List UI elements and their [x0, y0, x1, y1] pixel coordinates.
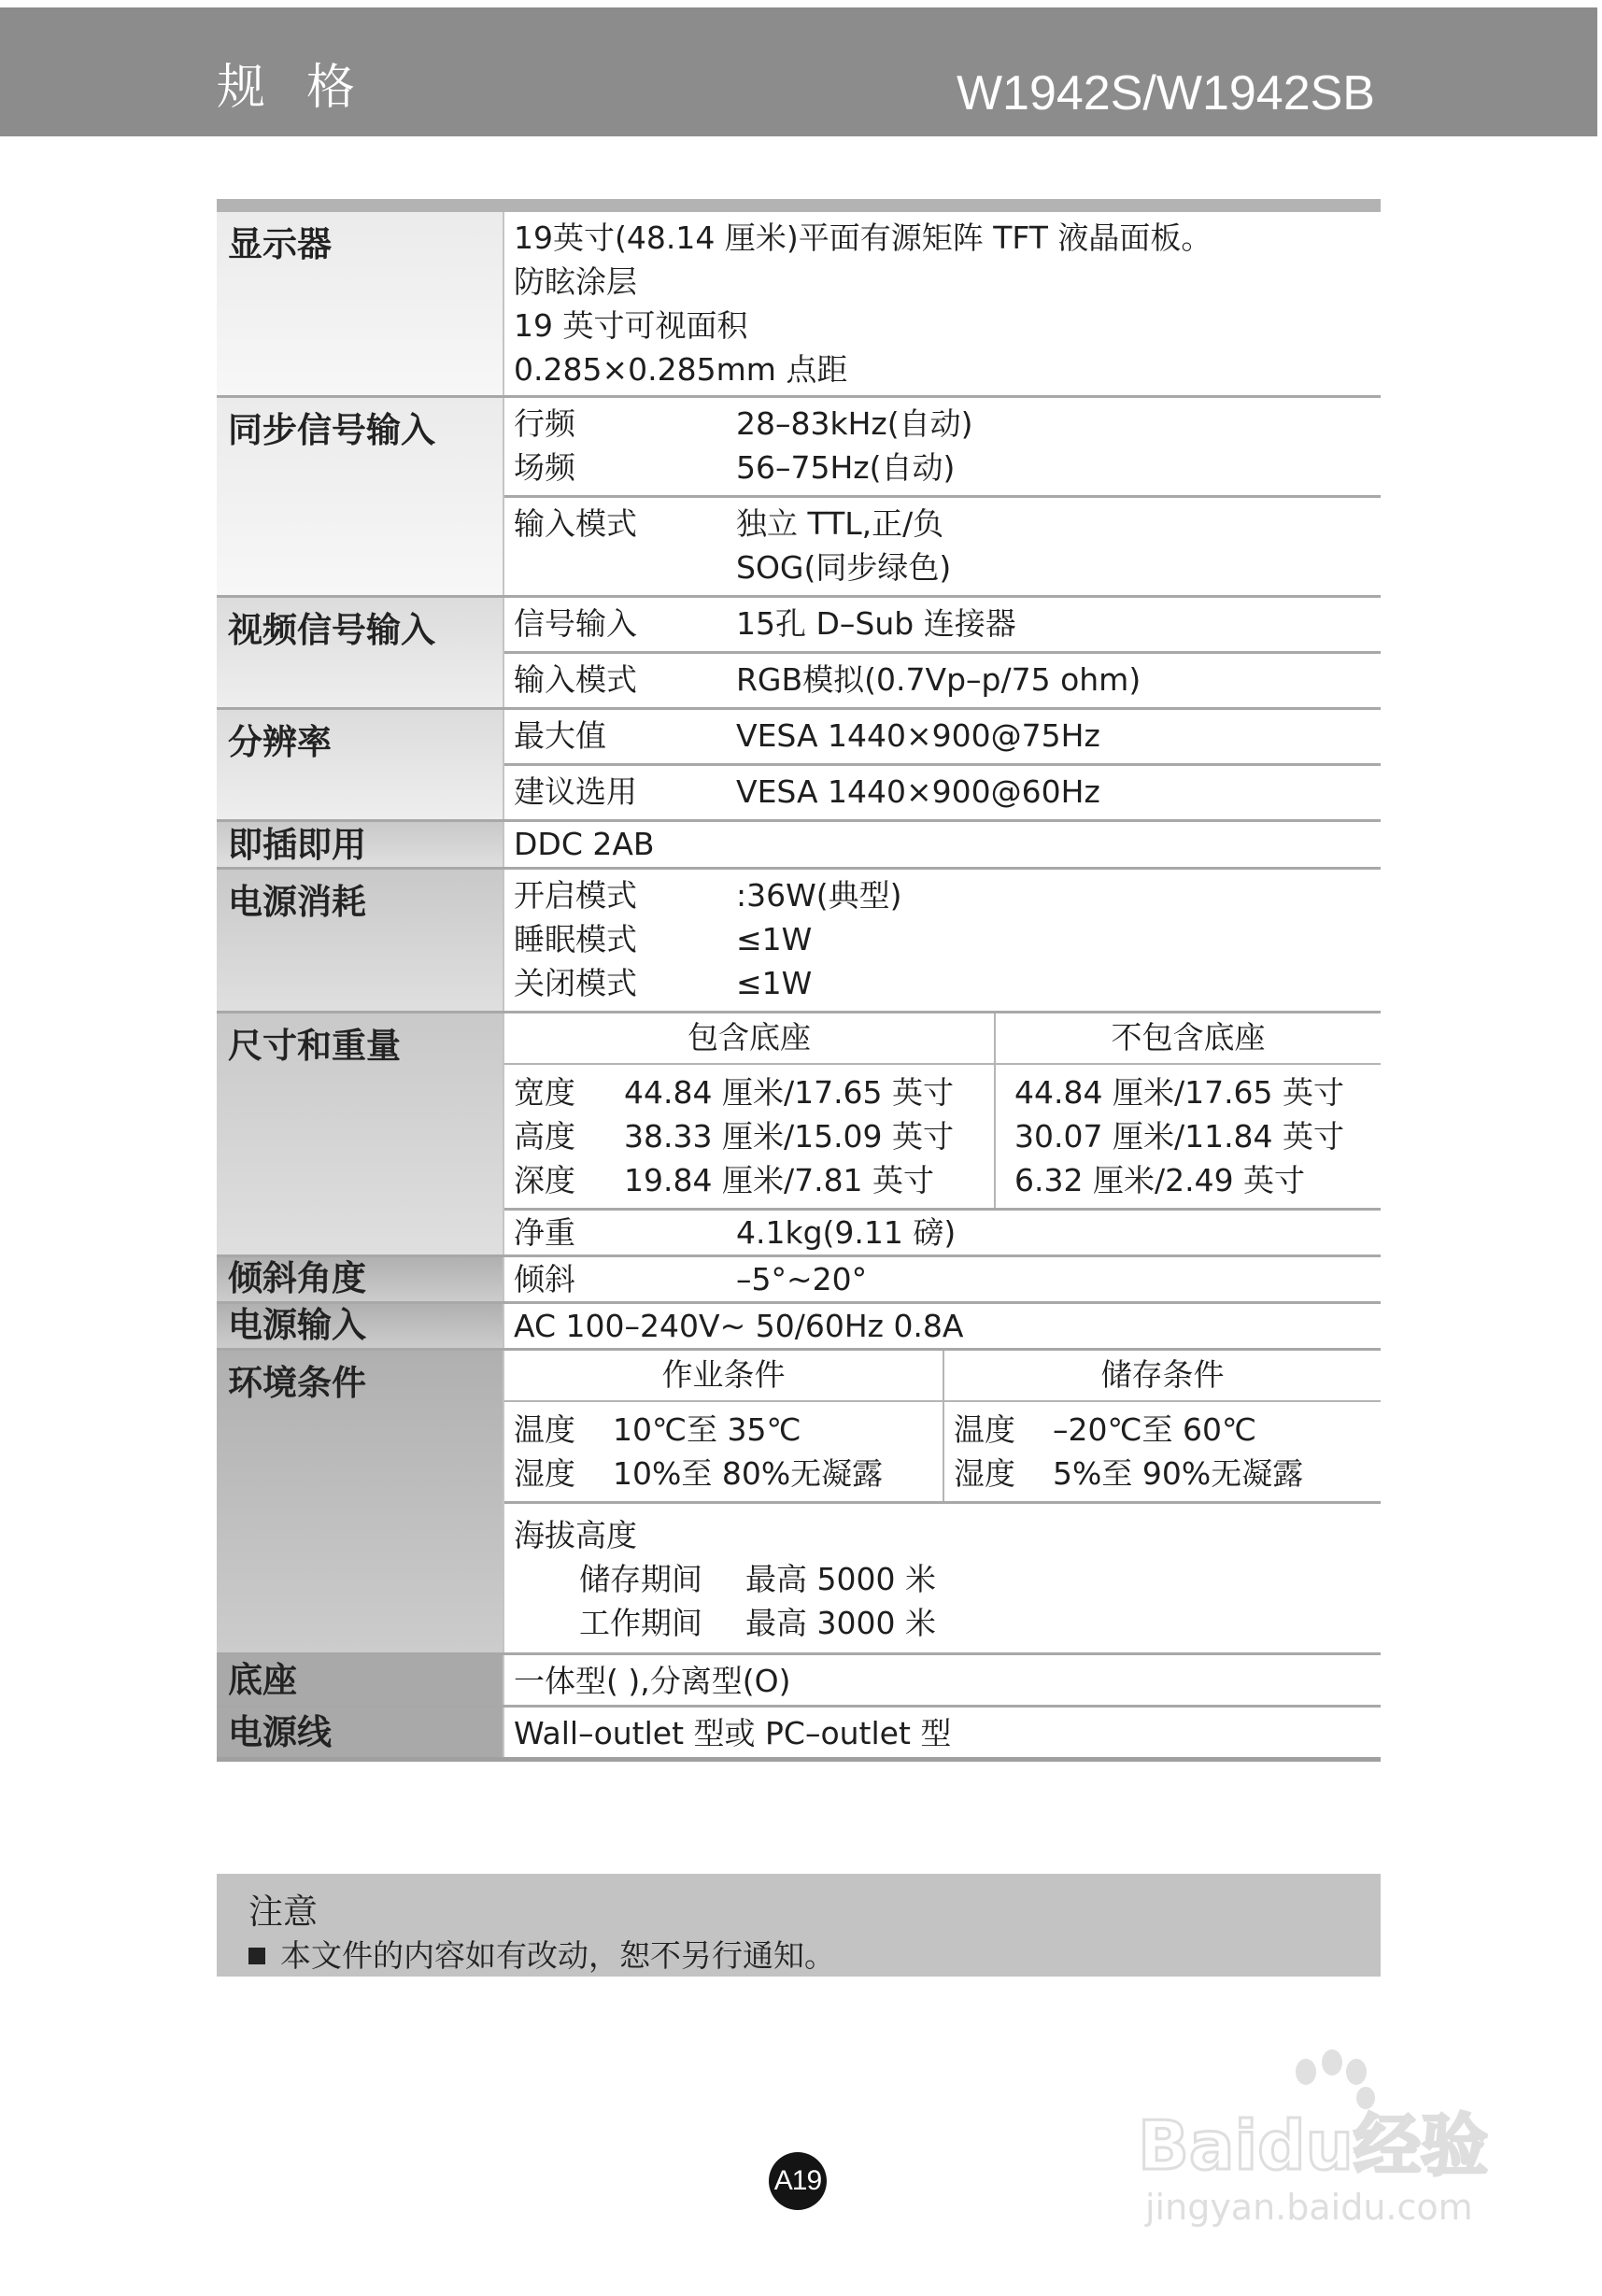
altitude-block [504, 1504, 1381, 1652]
note-title: 注意 [248, 1892, 318, 1932]
sub-row [504, 870, 1381, 1011]
spec-key: 输入模式 [514, 505, 637, 542]
spec-value: –20℃至 60℃ [1053, 1411, 1257, 1449]
row-label: 电源线 [217, 1708, 503, 1757]
sub-row [504, 498, 1381, 595]
column-header: 包含底座 [504, 1013, 994, 1065]
spec-value: ≤1W [736, 921, 813, 958]
spec-value: 15孔 D–Sub 连接器 [736, 605, 1016, 642]
spec-value: 6.32 厘米/2.49 英寸 [1014, 1162, 1306, 1199]
spec-value: 30.07 厘米/11.84 英寸 [1014, 1118, 1345, 1155]
row-label: 即插即用 [217, 822, 503, 867]
spec-value: 4.1kg(9.11 磅) [736, 1214, 957, 1252]
spec-row-display [217, 212, 1381, 398]
spec-row-power [217, 870, 1381, 1013]
spec-value: 19.84 厘米/7.81 英寸 [624, 1162, 935, 1199]
sub-row [504, 598, 1381, 654]
with-stand-column [504, 1013, 994, 1208]
spec-value: 5%至 90%无凝露 [1053, 1455, 1304, 1493]
spec-key: 温度 [954, 1411, 1015, 1449]
spec-value: :36W(典型) [736, 877, 902, 914]
display-line: 防眩涂层 [514, 263, 637, 300]
spec-key: 湿度 [514, 1455, 575, 1493]
watermark-url: jingyan.baidu.com [1145, 2187, 1473, 2228]
spec-value: 38.33 厘米/15.09 英寸 [624, 1118, 955, 1155]
spec-value: Wall–outlet 型或 PC–outlet 型 [503, 1708, 1381, 1757]
spec-value: ≤1W [736, 965, 813, 1002]
spec-key: 海拔高度 [514, 1517, 637, 1554]
sub-row [504, 710, 1381, 766]
spec-value: 最高 5000 米 [745, 1561, 936, 1598]
spec-key: 输入模式 [514, 661, 637, 698]
page-header [0, 7, 1597, 136]
spec-value: 一体型( ),分离型(O) [503, 1655, 1381, 1705]
model-number: W1942S/W1942SB [956, 66, 1375, 120]
spec-value: 最高 3000 米 [745, 1605, 936, 1642]
sub-row [504, 398, 1381, 498]
row-label: 倾斜角度 [217, 1257, 503, 1301]
spec-key: 睡眠模式 [514, 921, 637, 958]
spec-key: 湿度 [954, 1455, 1015, 1493]
spec-value: VESA 1440×900@60Hz [736, 773, 1100, 810]
spec-row-environment [217, 1351, 1381, 1655]
spec-value: 44.84 厘米/17.65 英寸 [1014, 1074, 1345, 1112]
spec-key: 关闭模式 [514, 965, 637, 1002]
spec-row-resolution [217, 710, 1381, 822]
without-stand-column [994, 1013, 1381, 1208]
row-label: 视频信号输入 [217, 598, 503, 707]
row-label: 电源输入 [217, 1304, 503, 1348]
page-title: 规格 [217, 60, 397, 116]
row-label: 同步信号输入 [217, 398, 503, 595]
spec-value: AC 100–240V~ 50/60Hz 0.8A [503, 1304, 1381, 1348]
row-label: 电源消耗 [217, 870, 503, 1011]
spec-key: 温度 [514, 1411, 575, 1449]
row-label: 底座 [217, 1655, 503, 1705]
sub-row [504, 654, 1381, 707]
spec-key: 信号输入 [514, 605, 637, 642]
spec-key: 建议选用 [514, 773, 637, 810]
sub-row [504, 1211, 1381, 1254]
spec-row-tilt [217, 1257, 1381, 1304]
spec-key: 行频 [514, 405, 575, 442]
row-label: 分辨率 [217, 710, 503, 819]
spec-row-dimensions [217, 1013, 1381, 1257]
display-line: 19英寸(48.14 厘米)平面有源矩阵 TFT 液晶面板。 [514, 220, 1212, 256]
spec-value: 56–75Hz(自动) [736, 449, 956, 486]
sub-row [504, 766, 1381, 819]
bullet-square-icon [248, 1948, 265, 1964]
spec-value: VESA 1440×900@75Hz [736, 717, 1100, 754]
row-label: 环境条件 [217, 1351, 503, 1652]
spec-value: DDC 2AB [503, 822, 1381, 867]
spec-value: RGB模拟(0.7Vp–p/75 ohm) [736, 661, 1141, 698]
spec-value: 10℃至 35℃ [613, 1411, 801, 1449]
operating-column [504, 1351, 943, 1501]
spec-row-video [217, 598, 1381, 710]
spec-value: 44.84 厘米/17.65 英寸 [624, 1074, 955, 1112]
spec-key: 储存期间 [579, 1561, 702, 1598]
spec-key: 宽度 [514, 1074, 575, 1112]
sub-row [504, 1257, 1381, 1301]
spec-key: 最大值 [514, 717, 606, 754]
baidu-watermark-logo [1112, 2046, 1523, 2232]
spec-value: SOG(同步绿色) [736, 549, 952, 586]
spec-row-sync [217, 398, 1381, 598]
page-number: A19 [769, 2152, 827, 2210]
display-line: 0.285×0.285mm 点距 [514, 351, 848, 388]
spec-value: 独立 TTL,正/负 [736, 505, 944, 542]
spec-row-power-input [217, 1304, 1381, 1351]
spec-key: 场频 [514, 449, 575, 486]
spec-key: 净重 [514, 1214, 575, 1252]
column-header: 储存条件 [944, 1351, 1381, 1402]
spec-row-stand [217, 1655, 1381, 1708]
spec-value: –5°~20° [736, 1261, 868, 1298]
row-label: 显示器 [217, 212, 503, 395]
spec-row-plug-and-play [217, 822, 1381, 870]
column-header: 不包含底座 [996, 1013, 1381, 1065]
spec-key: 倾斜 [514, 1261, 575, 1298]
spec-table [217, 199, 1381, 1762]
row-label: 尺寸和重量 [217, 1013, 503, 1254]
spec-value: 10%至 80%无凝露 [613, 1455, 884, 1493]
spec-key: 高度 [514, 1118, 575, 1155]
spec-key: 工作期间 [579, 1605, 702, 1642]
spec-value: 28–83kHz(自动) [736, 405, 973, 442]
display-line: 19 英寸可视面积 [514, 307, 748, 344]
note-text: 本文件的内容如有改动，恕不另行通知。 [280, 1937, 835, 1974]
spec-row-power-cord [217, 1708, 1381, 1757]
spec-key: 开启模式 [514, 877, 637, 914]
watermark-brand: Baidu经验 [1138, 2106, 1488, 2185]
storage-column [943, 1351, 1381, 1501]
column-header: 作业条件 [504, 1351, 943, 1402]
spec-key: 深度 [514, 1162, 575, 1199]
note-box [217, 1874, 1381, 1977]
